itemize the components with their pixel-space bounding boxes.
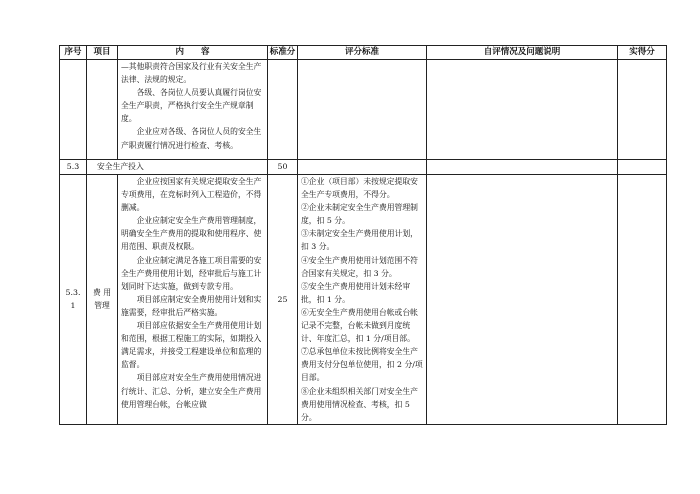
row-531-score-text: 25 bbox=[277, 294, 288, 304]
header-criteria: 评分标准 bbox=[298, 46, 427, 60]
header-actual-score: 实得分 bbox=[618, 46, 667, 60]
cell-section-no bbox=[60, 160, 87, 175]
cell-section-actual bbox=[618, 160, 667, 175]
table-row-section-5-3 bbox=[60, 160, 667, 175]
cell-criteria bbox=[298, 60, 427, 160]
cell-531-no bbox=[60, 175, 87, 425]
continuation-content-text: —其他职责符合国家及行业有关安全生产法律、法规的规定。 各级、各岗位人员要认真履行岗位安全生产职责，严格执行安全生产规章制度。 企业应对各级、各岗位人员的安全生产职责履行情况进行检查、考核。 bbox=[121, 62, 262, 150]
section-score-text: 50 bbox=[277, 162, 288, 172]
row-531-item-text: 费 用 管理 bbox=[92, 288, 112, 311]
cell-section-criteria bbox=[298, 160, 427, 175]
evaluation-table bbox=[59, 45, 667, 425]
cell-531-actual-score bbox=[618, 175, 667, 425]
cell-531-item bbox=[87, 175, 118, 425]
header-row bbox=[60, 46, 667, 60]
cell-531-self-eval bbox=[427, 175, 618, 425]
header-standard-score: 标准分 bbox=[268, 46, 298, 60]
row-531-content-text: 企业应按国家有关规定提取安全生产专项费用，在竞标时列入工程造价，不得删减。 企业应制定安全生产费用管理制度，明确安全生产费用的提取和使用程序、使用范围、职责及权限。 企业应制定满足各施工项目需要的安全生产费用使用计划，经审批后与施工计划同时下达实施，做到专款专用。 项目部应制定安全费用使用计划和实施需要，经审批后严格实施。 项目部应依据安全生产费用使用计划和范围，根据工程施工的实际，如期投入满足需求，并接受工程建设单位和监理的监督。 项目部应对安全生产费用使用情况进行统计、汇总、分析，建立安全生产费用使用管理台帐，台帐应做 bbox=[121, 177, 262, 409]
section-title-text: 安全生产投入 bbox=[97, 162, 144, 172]
table-row-5-3-1 bbox=[60, 175, 667, 425]
table-row-continuation bbox=[60, 60, 667, 160]
cell-no bbox=[60, 60, 87, 160]
section-no-text: 5.3 bbox=[66, 162, 80, 172]
cell-standard-score bbox=[268, 60, 298, 160]
cell-item bbox=[87, 60, 118, 160]
cell-actual-score bbox=[618, 60, 667, 160]
cell-self-eval bbox=[427, 60, 618, 160]
cell-531-standard-score bbox=[268, 175, 298, 425]
header-self-eval: 自评情况及问题说明 bbox=[427, 46, 618, 60]
header-content: 内 容 bbox=[118, 46, 268, 60]
header-no: 序号 bbox=[60, 46, 87, 60]
row-531-criteria-text: ①企业（项目部）未按规定提取安全生产专项费用，不得分。 ②企业未制定安全生产费用管理制度，扣 5 分。 ③未制定安全生产费用使用计划，扣 3 分。 ④安全生产费用使用计划范围不符合国家有关规定，扣 3 分。 ⑤安全生产费用使用计划未经审批，扣 1 分。 ⑥无安全生产费用使用台帐或台帐记录不完整，台帐未做到月度统计、年度汇总，扣 1 分/项目部。 ⑦总承包单位未按比例将安全生产费用支付分包单位使用，扣 2 分/项目部。 ⑧企业未组织相关部门对安全生产费用使用情况检查、考核，扣 5 分。 bbox=[301, 177, 423, 422]
evaluation-sheet bbox=[59, 45, 666, 425]
cell-section-title bbox=[87, 160, 268, 175]
header-item: 项目 bbox=[87, 46, 118, 60]
row-531-no-text: 5.3. 1 bbox=[65, 288, 81, 311]
cell-531-content bbox=[118, 175, 268, 425]
cell-531-criteria bbox=[298, 175, 427, 425]
cell-section-self-eval bbox=[427, 160, 618, 175]
cell-content bbox=[118, 60, 268, 160]
cell-section-score bbox=[268, 160, 298, 175]
